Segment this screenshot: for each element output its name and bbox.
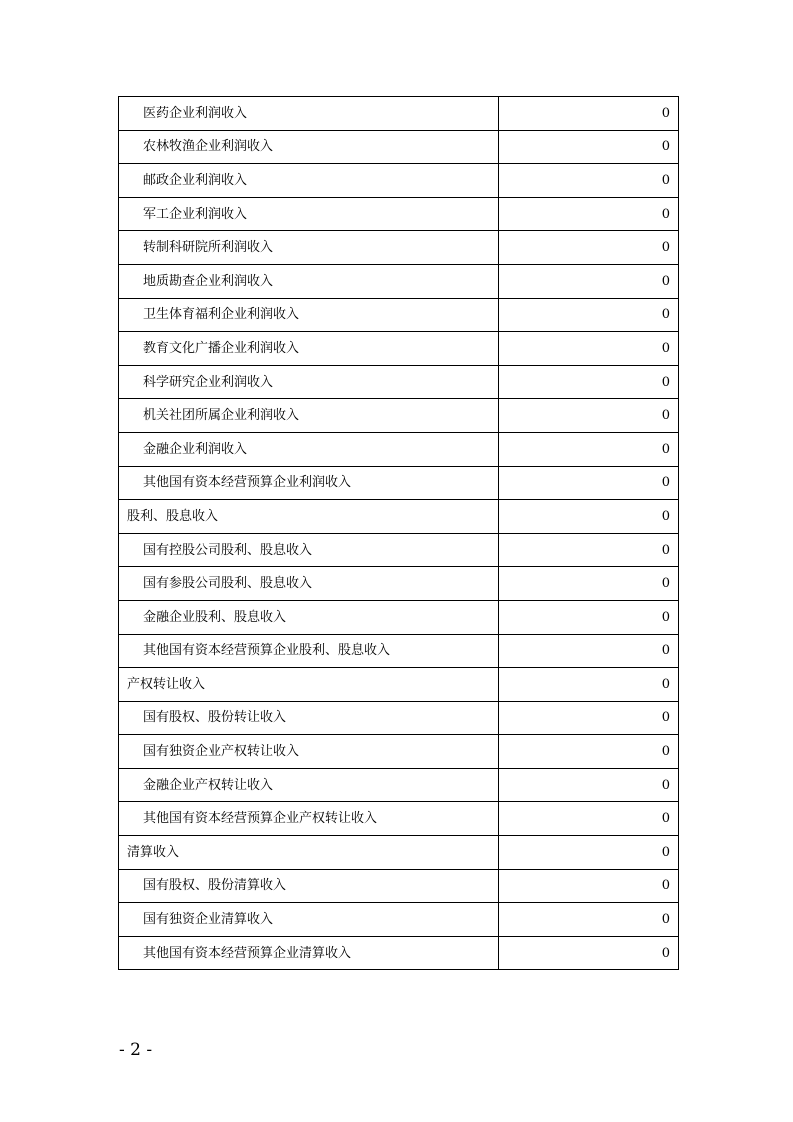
row-label: 国有股权、股份清算收入 bbox=[119, 869, 499, 903]
table-row bbox=[119, 735, 679, 769]
table-row bbox=[119, 903, 679, 937]
row-value: 0 bbox=[499, 298, 679, 332]
row-label: 股利、股息收入 bbox=[119, 500, 499, 534]
table-row bbox=[119, 936, 679, 970]
row-label: 其他国有资本经营预算企业清算收入 bbox=[119, 936, 499, 970]
row-label: 清算收入 bbox=[119, 836, 499, 870]
row-label: 邮政企业利润收入 bbox=[119, 164, 499, 198]
row-value: 0 bbox=[499, 567, 679, 601]
row-value: 0 bbox=[499, 500, 679, 534]
row-value: 0 bbox=[499, 466, 679, 500]
row-value: 0 bbox=[499, 802, 679, 836]
row-label: 转制科研院所利润收入 bbox=[119, 231, 499, 265]
row-label: 地质勘查企业利润收入 bbox=[119, 264, 499, 298]
table-row bbox=[119, 567, 679, 601]
row-label: 国有股权、股份转让收入 bbox=[119, 701, 499, 735]
table-row bbox=[119, 533, 679, 567]
row-label: 其他国有资本经营预算企业产权转让收入 bbox=[119, 802, 499, 836]
table-row bbox=[119, 668, 679, 702]
row-value: 0 bbox=[499, 533, 679, 567]
row-label: 金融企业产权转让收入 bbox=[119, 768, 499, 802]
row-label: 其他国有资本经营预算企业利润收入 bbox=[119, 466, 499, 500]
row-label: 国有独资企业产权转让收入 bbox=[119, 735, 499, 769]
row-value: 0 bbox=[499, 634, 679, 668]
table-row bbox=[119, 164, 679, 198]
table-row bbox=[119, 130, 679, 164]
row-value: 0 bbox=[499, 365, 679, 399]
table-body bbox=[119, 97, 679, 970]
table-row bbox=[119, 432, 679, 466]
table-row bbox=[119, 231, 679, 265]
table-row bbox=[119, 298, 679, 332]
row-label: 国有控股公司股利、股息收入 bbox=[119, 533, 499, 567]
table-row bbox=[119, 264, 679, 298]
table-row bbox=[119, 197, 679, 231]
row-value: 0 bbox=[499, 600, 679, 634]
row-value: 0 bbox=[499, 399, 679, 433]
row-value: 0 bbox=[499, 97, 679, 131]
table-row bbox=[119, 97, 679, 131]
row-label: 产权转让收入 bbox=[119, 668, 499, 702]
row-value: 0 bbox=[499, 231, 679, 265]
row-label: 农林牧渔企业利润收入 bbox=[119, 130, 499, 164]
row-value: 0 bbox=[499, 130, 679, 164]
row-value: 0 bbox=[499, 264, 679, 298]
table-row bbox=[119, 399, 679, 433]
budget-revenue-table bbox=[118, 96, 679, 970]
row-value: 0 bbox=[499, 701, 679, 735]
row-value: 0 bbox=[499, 668, 679, 702]
row-value: 0 bbox=[499, 164, 679, 198]
row-label: 军工企业利润收入 bbox=[119, 197, 499, 231]
page-number: - 2 - bbox=[119, 1040, 153, 1060]
table-row bbox=[119, 869, 679, 903]
row-value: 0 bbox=[499, 903, 679, 937]
table-row bbox=[119, 500, 679, 534]
row-label: 卫生体育福利企业利润收入 bbox=[119, 298, 499, 332]
row-value: 0 bbox=[499, 332, 679, 366]
table-row bbox=[119, 332, 679, 366]
row-value: 0 bbox=[499, 197, 679, 231]
table-row bbox=[119, 466, 679, 500]
row-value: 0 bbox=[499, 869, 679, 903]
table-row bbox=[119, 768, 679, 802]
row-label: 国有独资企业清算收入 bbox=[119, 903, 499, 937]
row-value: 0 bbox=[499, 936, 679, 970]
table-row bbox=[119, 365, 679, 399]
row-value: 0 bbox=[499, 768, 679, 802]
table-row bbox=[119, 701, 679, 735]
row-label: 金融企业股利、股息收入 bbox=[119, 600, 499, 634]
row-label: 医药企业利润收入 bbox=[119, 97, 499, 131]
table-row bbox=[119, 600, 679, 634]
row-value: 0 bbox=[499, 836, 679, 870]
row-label: 其他国有资本经营预算企业股利、股息收入 bbox=[119, 634, 499, 668]
row-label: 国有参股公司股利、股息收入 bbox=[119, 567, 499, 601]
row-label: 机关社团所属企业利润收入 bbox=[119, 399, 499, 433]
row-label: 金融企业利润收入 bbox=[119, 432, 499, 466]
row-value: 0 bbox=[499, 432, 679, 466]
table-row bbox=[119, 634, 679, 668]
row-label: 教育文化广播企业利润收入 bbox=[119, 332, 499, 366]
table-row bbox=[119, 802, 679, 836]
row-label: 科学研究企业利润收入 bbox=[119, 365, 499, 399]
row-value: 0 bbox=[499, 735, 679, 769]
table-row bbox=[119, 836, 679, 870]
